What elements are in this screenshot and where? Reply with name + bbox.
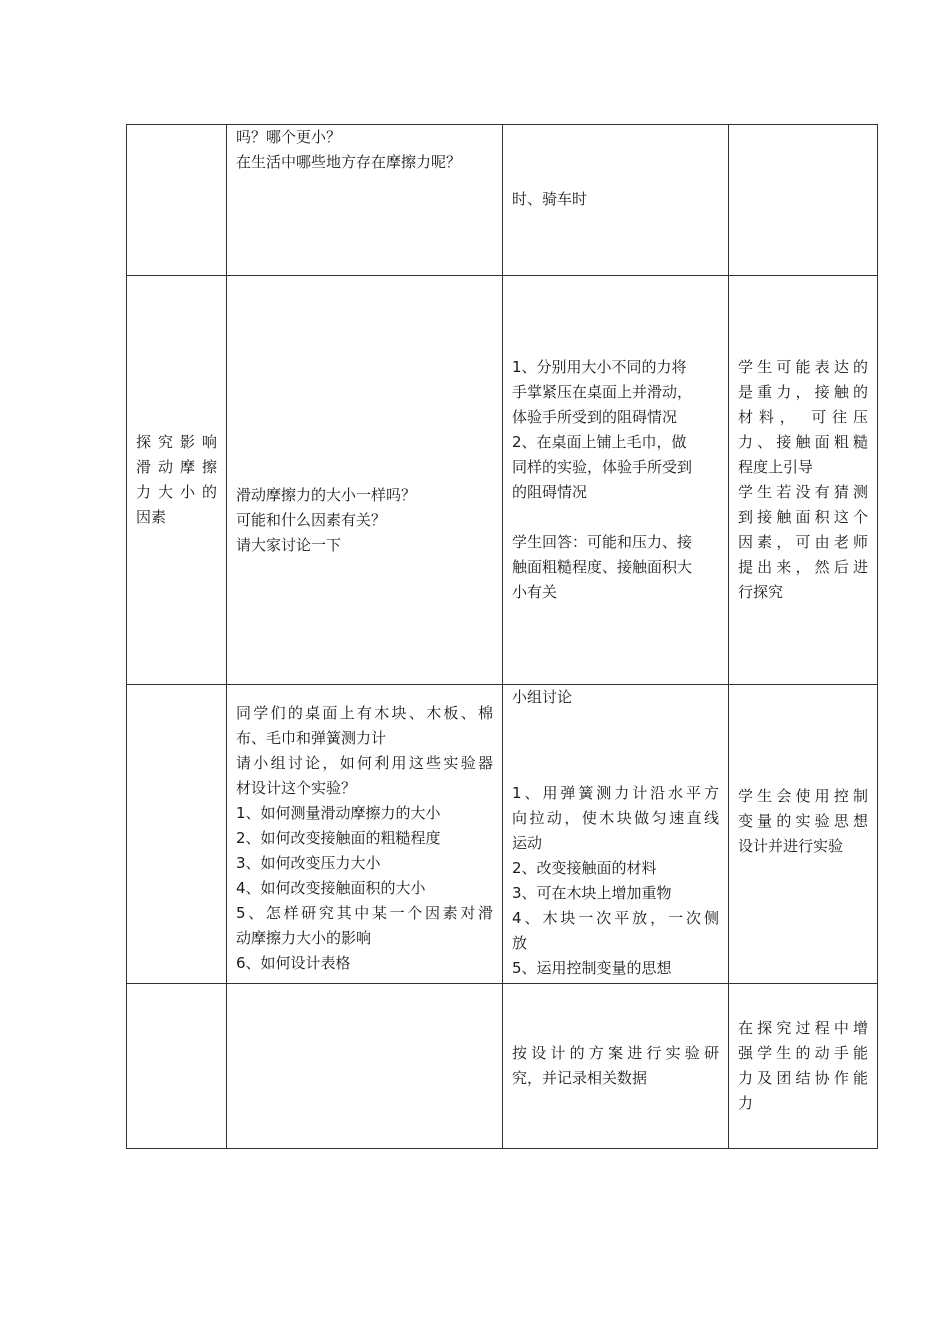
text-line: 请小组讨论，如何利用这些实验器 [236,753,493,772]
table-row [127,125,878,276]
text-line: 学生若没有猜测 [738,483,868,501]
text-line: 4、木块一次平放，一次侧 [512,909,719,927]
text-line: 学生回答：可能和压力、接 [512,533,693,551]
teacher-activity-cell [227,125,503,276]
text-line: 按设计的方案进行实验研 [512,1044,719,1062]
text-line: 2、改变接触面的材料 [512,859,657,877]
text-line: 在生活中哪些地方存在摩擦力呢？ [236,153,462,171]
text-line: 到接触面积这个 [738,508,868,526]
student-activity-cell [503,276,729,685]
text-line: 动摩擦力大小的影响 [236,928,372,947]
table-row [127,685,878,984]
text-line: 强学生的动手能 [738,1044,868,1062]
text-line: 究，并记录相关数据 [512,1069,648,1087]
text-line: 2、在桌面上铺上毛巾，做 [512,433,687,451]
student-activity-cell [503,685,729,984]
text-line: 1、分别用大小不同的力将 [512,358,687,376]
design-intent-cell [729,125,878,276]
text-line: 可能和什么因素有关？ [236,510,387,529]
design-intent-cell [729,984,878,1149]
design-intent-cell [729,276,878,685]
text-line: 滑动摩擦 [136,458,217,476]
text-line: 因素 [136,508,167,526]
text-line: 力大小的 [136,483,217,501]
stage-cell [127,685,227,984]
stage-cell [127,984,227,1149]
text-line: 5、运用控制变量的思想 [512,959,672,977]
text-line: 材料， 可往压 [738,408,868,426]
text-line: 的阻碍情况 [512,483,588,501]
text-line: 时、骑车时 [512,190,588,208]
text-line: 3、可在木块上增加重物 [512,884,672,902]
student-activity-cell [503,984,729,1149]
text-line: 1、如何测量滑动摩擦力的大小 [236,803,441,822]
text-line: 力、接触面粗糙 [738,433,868,451]
text-line: 5、怎样研究其中某一个因素对滑 [236,903,493,922]
text-line: 同样的实验，体验手所受到 [512,458,693,476]
text-line: 1、用弹簧测力计沿水平方 [512,784,719,802]
text-line: 4、如何改变接触面积的大小 [236,878,426,897]
text-line: 运动 [512,834,543,852]
text-line: 学生可能表达的 [738,358,868,376]
text-line: 2、如何改变接触面的粗糙程度 [236,828,441,847]
text-line: 行探究 [738,583,784,601]
text-line: 是重力，接触的 [738,383,868,401]
table-row [127,276,878,685]
text-line: 体验手所受到的阻碍情况 [512,408,678,426]
text-line: 手掌紧压在桌面上并滑动， [512,383,693,401]
stage-cell [127,276,227,685]
text-line: 放 [512,934,528,952]
text-line: 学生会使用控制 [738,786,868,805]
lesson-plan-table [126,124,878,1149]
table-row [127,984,878,1149]
text-line: 吗？哪个更小？ [236,128,342,146]
design-intent-cell [729,685,878,984]
text-line: 程度上引导 [738,458,814,476]
text-line: 因素，可由老师 [738,533,868,551]
text-line: 3、如何改变压力大小 [236,853,381,872]
text-line: 滑动摩擦力的大小一样吗？ [236,485,417,504]
text-line: 布、毛巾和弹簧测力计 [236,728,387,747]
text-line: 同学们的桌面上有木块、木板、棉 [236,703,493,722]
text-line: 触面粗糙程度、接触面积大 [512,558,693,576]
teacher-activity-cell [227,685,503,984]
teacher-activity-cell [227,276,503,685]
text-line: 小有关 [512,583,558,601]
teacher-activity-cell [227,984,503,1149]
text-line: 在探究过程中增 [738,1019,868,1037]
student-activity-cell [503,125,729,276]
text-line: 材设计这个实验？ [236,778,357,797]
text-line: 6、如何设计表格 [236,953,351,972]
text-line: 向拉动，使木块做匀速直线 [512,809,719,827]
text-line: 提出来，然后进 [738,558,868,576]
text-line: 设计并进行实验 [738,836,844,855]
text-line: 小组讨论 [512,688,573,706]
text-line: 探究影响 [136,433,217,451]
text-line: 力 [738,1094,754,1112]
text-line: 力及团结协作能 [738,1069,868,1087]
stage-cell [127,125,227,276]
text-line: 请大家讨论一下 [236,535,342,554]
text-line: 变量的实验思想 [738,811,868,830]
